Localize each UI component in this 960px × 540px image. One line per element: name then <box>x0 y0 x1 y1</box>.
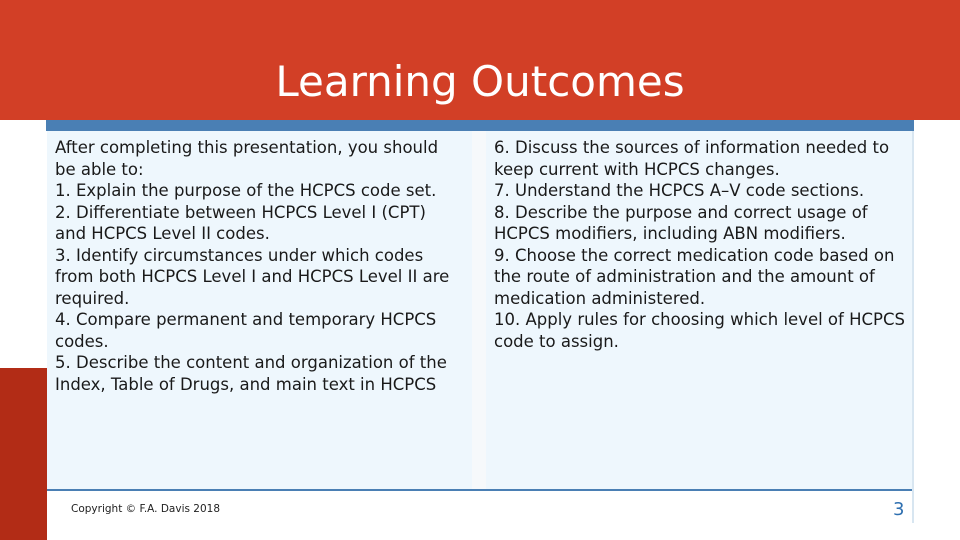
outcome-item: 2. Differentiate between HCPCS Level I (CPT) and HCPCS Level II codes. <box>55 202 426 243</box>
outcome-item: 7. Understand the HCPCS A–V code sections. <box>494 181 865 200</box>
right-column <box>486 131 914 490</box>
copyright-text: Copyright © F.A. Davis 2018 <box>71 503 221 515</box>
slide-title: Learning Outcomes <box>275 57 685 106</box>
right-bottom-rule <box>472 489 914 491</box>
outcome-item: 10. Apply rules for choosing which level of HCPCS code to assign. <box>494 310 905 351</box>
left-column <box>47 131 472 490</box>
left-accent-block <box>0 368 47 540</box>
outcome-item: 6. Discuss the sources of information needed to keep current with HCPCS changes. <box>494 138 890 179</box>
page-number: 3 <box>893 499 905 520</box>
outcome-item: 4. Compare permanent and temporary HCPCS codes. <box>55 310 437 351</box>
outcome-item: 8. Describe the purpose and correct usage of HCPCS modifiers, including ABN modifiers. <box>494 202 868 243</box>
left-bottom-rule <box>47 489 472 491</box>
column-divider <box>472 131 486 490</box>
intro-text: After completing this presentation, you should be able to: <box>55 138 439 179</box>
right-edge-rule <box>912 131 914 523</box>
outcome-item: 3. Identify circumstances under which codes from both HCPCS Level I and HCPCS Level II are required. <box>55 245 450 308</box>
outcome-item: 5. Describe the content and organization of the Index, Table of Drugs, and main text in HCPCS <box>55 353 447 394</box>
outcome-item: 9. Choose the correct medication code based on the route of administration and the amount of medication administered. <box>494 245 895 308</box>
accent-strip <box>46 120 914 131</box>
outcome-item: 1. Explain the purpose of the HCPCS code set. <box>55 181 437 200</box>
